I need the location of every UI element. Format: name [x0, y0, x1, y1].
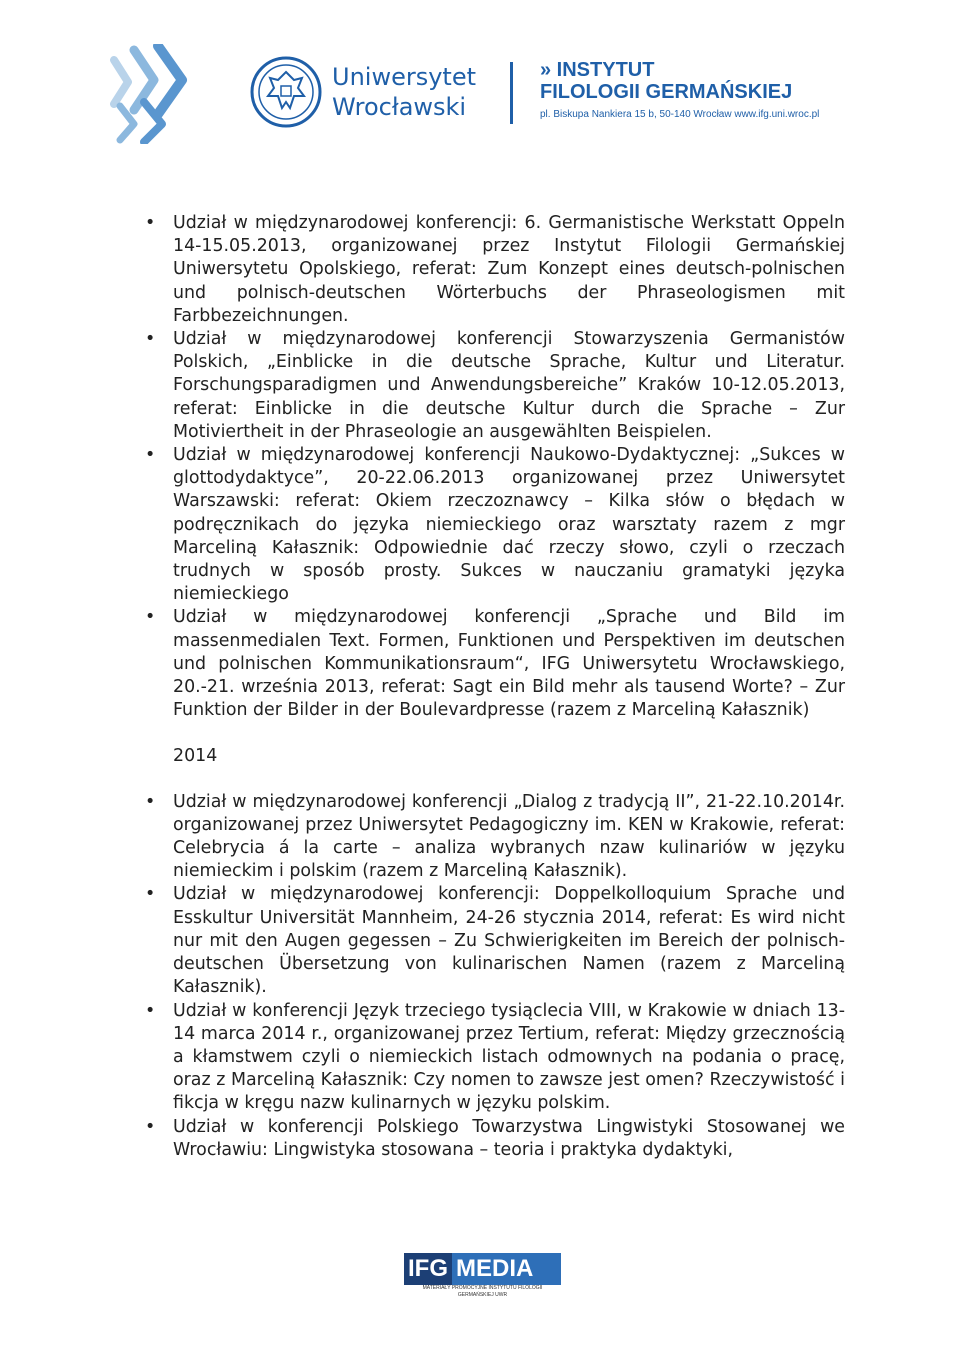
list-item: • Udział w międzynarodowej konferencji Naukowo-Dydaktycznej: „Sukces w glottodydaktyce”, 20-22.06.2013 organizowanej przez Uniwersytet Warszawski: referat: Okiem rzeczoznawcy – Kilka słów o błędach w podręcznikach do języka niemieckiego oraz warsztaty razem z mgr Marceliną Kałasznik: Odpowiednie dać rzeczy słowo, czyli o rzeczach trudnych w sposób prosty. Sukces w nauczaniu gramatyki języka niemieckiego [145, 444, 845, 606]
list-item: • Udział w międzynarodowej konferencji: Doppelkolloquium Sprache und Esskultur Universität Mannheim, 24-26 stycznia 2014, referat: Es wird nicht nur mit den Augen gegessen – Zu Schwierigkeiten im Bereich der polnisch-deutschen Übersetzung von kulinarischen Namen (razem z Marceliną Kałasznik). [145, 883, 845, 999]
conference-list-2014 [145, 791, 845, 1162]
list-item: • Udział w konferencji Polskiego Towarzystwa Lingwistyki Stosowanej we Wrocławiu: Lingwistyka stosowana – teoria i praktyka dydaktyki, [145, 1116, 845, 1162]
list-item: • Udział w międzynarodowej konferencji: 6. Germanistische Werkstatt Oppeln 14-15.05.2013, organizowanej przez Instytut Filologii Germańskiej Uniwersytetu Opolskiego, referat: Zum Konzept eines deutsch-polnischen und polnisch-deutschen Wörterbuchs der Phraseologismen mit Farbbezeichnungen. [145, 212, 845, 328]
university-name [332, 62, 476, 122]
logo-ifg-text: IFG [404, 1253, 452, 1285]
list-item: • Udział w międzynarodowej konferencji Stowarzyszenia Germanistów Polskich, „Einblicke in die deutsche Sprache, Kultur und Literatur. Forschungsparadigmen und Anwendungsbereiche” Kraków 10-12.05.2013, referat: Einblicke in die deutsche Kultur durch die Sprache – Zur Motiviertheit in der Phraseologie an ausgewählten Beispielen. [145, 328, 845, 444]
list-item: • Udział w międzynarodowej konferencji „Sprache und Bild im massenmedialen Text. Formen, Funktionen und Perspektiven im deutschen und polnischen Kommunikationsraum“, IFG Uniwersytetu Wrocławskiego, 20.-21. września 2013, referat: Sagt ein Bild mehr als tausend Worte? – Zur Funktion der Bilder in der Boulevardpresse (razem z Marceliną Kałasznik) [145, 606, 845, 722]
page-header [0, 0, 960, 160]
header-divider [510, 62, 513, 124]
logo-media-text: MEDIA [452, 1253, 561, 1285]
institute-name: FILOLOGII GERMAŃSKIEJ [540, 81, 793, 103]
university-name-line1: Uniwersytet [332, 63, 476, 91]
year-heading: 2014 [173, 746, 218, 767]
ifg-media-logo [404, 1253, 561, 1298]
logo-tagline: MATERIAŁY PROMOCYJNE INSTYTUTU FILOLOGII GERMAŃSKIEJ UWR [422, 1285, 543, 1298]
institute-label: » INSTYTUT [540, 59, 655, 81]
list-item: • Udział w konferencji Język trzeciego tysiąclecia VIII, w Krakowie w dniach 13-14 marca 2014 r., organizowanej przez Tertium, referat: Między grzecznością a kłamstwem czyli o niemieckich listach odmownych na podania o pracę, oraz z Marceliną Kałasznik: Czy nomen to zawsze jest omen? Rzeczywistość i fikcja w kręgu nazw kulinarnych w języku polskim. [145, 1000, 845, 1116]
institute-address: pl. Biskupa Nankiera 15 b, 50-140 Wrocław www.ifg.uni.wroc.pl [540, 109, 820, 120]
university-name-line2: Wrocławski [332, 93, 467, 121]
document-body [145, 212, 845, 1162]
institute-block [540, 60, 819, 122]
university-seal-icon [250, 56, 322, 128]
list-item: • Udział w międzynarodowej konferencji „Dialog z tradycją II”, 21-22.10.2014r. organizowanej przez Uniwersytet Pedagogiczny im. KEN w Krakowie, referat: Celebrycia á la carte – analiza wybranych nzaw kulinariów w języku niemieckim i polskim (razem z Marceliną Kałasznik). [145, 791, 845, 884]
chevron-logo-icon [100, 44, 230, 144]
conference-list-2013 [145, 212, 845, 722]
